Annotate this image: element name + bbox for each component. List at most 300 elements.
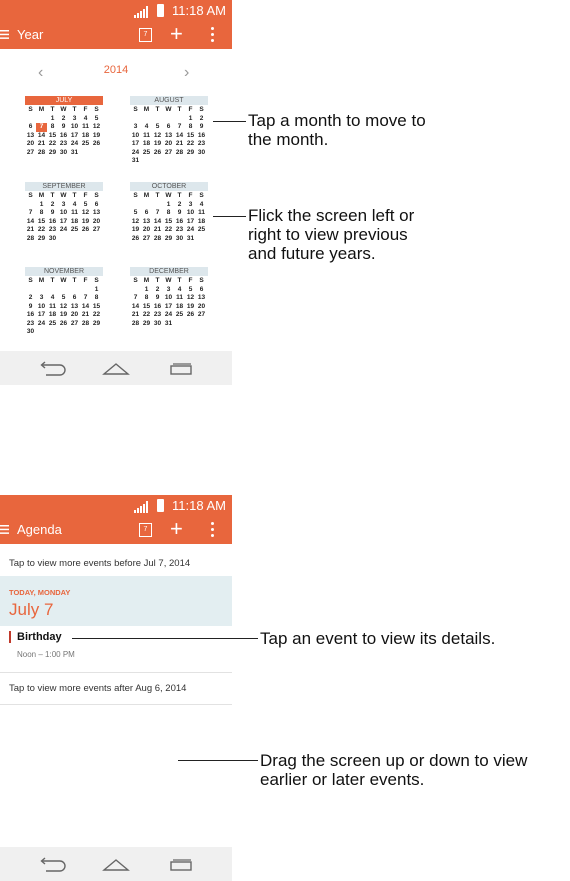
day: 2 xyxy=(199,114,204,122)
day: 14 xyxy=(26,217,35,225)
recent-apps-icon[interactable] xyxy=(167,855,195,873)
day: 20 xyxy=(70,311,79,318)
day: 13 xyxy=(197,294,206,301)
day: 3 xyxy=(61,200,66,208)
day: 19 xyxy=(59,311,68,318)
day: 21 xyxy=(131,311,140,318)
month-days-grid xyxy=(130,192,208,243)
day: 24 xyxy=(164,311,173,318)
day: 28 xyxy=(81,319,90,327)
load-earlier-text: Tap to view more events before Jul 7, 2014 xyxy=(9,558,191,569)
weekday-label: F xyxy=(83,192,88,199)
day: 25 xyxy=(197,226,206,233)
recent-apps-icon[interactable] xyxy=(167,359,195,377)
day: 28 xyxy=(131,319,140,327)
weekday-label: S xyxy=(133,277,138,284)
day: 23 xyxy=(26,319,35,327)
day: 8 xyxy=(188,123,193,130)
day: 20 xyxy=(164,140,173,147)
weekday-label: M xyxy=(143,192,150,199)
app-bar xyxy=(0,22,232,49)
system-nav-bar xyxy=(0,351,232,385)
weekday-label: T xyxy=(177,192,182,199)
year-view-screen xyxy=(0,0,232,385)
year-label: 2014 xyxy=(103,64,129,76)
day: 4 xyxy=(177,285,182,293)
day: 6 xyxy=(199,285,204,293)
day: 28 xyxy=(175,148,184,156)
battery-icon xyxy=(157,499,164,512)
view-title[interactable]: Agenda xyxy=(17,522,62,537)
day: 20 xyxy=(26,140,35,147)
day: 22 xyxy=(48,140,57,147)
empty-day xyxy=(25,286,36,295)
day: 1 xyxy=(94,285,99,293)
year-navigator xyxy=(0,60,232,84)
day: 24 xyxy=(186,226,195,233)
day: 16 xyxy=(153,302,162,310)
month-days-grid xyxy=(25,277,103,337)
day: 6 xyxy=(144,209,149,216)
day: 20 xyxy=(142,226,151,233)
day: 2 xyxy=(177,200,182,208)
day: 18 xyxy=(175,302,184,310)
day: 15 xyxy=(48,131,57,139)
day: 23 xyxy=(48,226,57,233)
day: 22 xyxy=(37,226,46,233)
day: 15 xyxy=(92,302,101,310)
day: 25 xyxy=(70,226,79,233)
weekday-label: S xyxy=(28,106,33,113)
day: 25 xyxy=(48,319,57,327)
day: 29 xyxy=(48,148,57,156)
day: 16 xyxy=(26,311,35,318)
day: 17 xyxy=(59,217,68,225)
empty-day xyxy=(36,115,47,124)
day: 13 xyxy=(92,209,101,216)
day-header xyxy=(0,576,232,626)
weekday-label: T xyxy=(50,192,55,199)
day: 22 xyxy=(186,140,195,147)
day: 17 xyxy=(70,131,79,139)
weekday-label: S xyxy=(199,192,204,199)
system-nav-bar xyxy=(0,847,232,881)
day: 18 xyxy=(81,131,90,139)
day: 27 xyxy=(164,148,173,156)
day: 22 xyxy=(164,226,173,233)
weekday-label: S xyxy=(133,192,138,199)
day: 3 xyxy=(133,123,138,130)
day: 29 xyxy=(37,234,46,242)
day: 30 xyxy=(26,328,35,335)
weekday-label: W xyxy=(165,277,172,284)
month-header: JULY xyxy=(25,96,103,105)
weekday-label: S xyxy=(133,106,138,113)
back-icon[interactable] xyxy=(38,359,66,377)
day: 16 xyxy=(59,131,68,139)
day: 23 xyxy=(153,311,162,318)
day: 15 xyxy=(142,302,151,310)
callout-drag: Drag the screen up or down to view earlier or later events. xyxy=(260,751,528,789)
empty-day xyxy=(152,201,163,210)
day: 21 xyxy=(37,140,46,147)
today-day: 7 xyxy=(36,123,47,132)
day: 26 xyxy=(59,319,68,327)
weekday-label: F xyxy=(188,106,193,113)
day: 27 xyxy=(197,311,206,318)
day: 12 xyxy=(186,294,195,301)
day: 1 xyxy=(39,200,44,208)
weekday-label: M xyxy=(38,192,45,199)
weekday-label: W xyxy=(60,192,67,199)
weekday-label: T xyxy=(155,106,160,113)
today-calendar-icon[interactable]: 7 xyxy=(139,523,152,537)
day: 10 xyxy=(37,302,46,310)
day: 12 xyxy=(92,123,101,130)
weekday-label: T xyxy=(72,277,77,284)
weekday-label: S xyxy=(94,106,99,113)
day: 24 xyxy=(37,319,46,327)
month-days-grid xyxy=(130,277,208,328)
day: 4 xyxy=(83,114,88,122)
day: 23 xyxy=(59,140,68,147)
day: 9 xyxy=(177,209,182,216)
hamburger-menu-icon[interactable] xyxy=(0,525,9,534)
day: 31 xyxy=(131,157,140,164)
weekday-label: T xyxy=(177,277,182,284)
day: 3 xyxy=(188,200,193,208)
day: 6 xyxy=(28,123,33,130)
weekday-label: W xyxy=(60,277,67,284)
weekday-label: F xyxy=(188,192,193,199)
day: 22 xyxy=(142,311,151,318)
day: 14 xyxy=(131,302,140,310)
day: 11 xyxy=(71,209,78,216)
today-calendar-icon[interactable]: 7 xyxy=(139,28,152,42)
day: 11 xyxy=(176,294,183,301)
day: 12 xyxy=(81,209,90,216)
day: 26 xyxy=(153,148,162,156)
day: 26 xyxy=(81,226,90,233)
day: 26 xyxy=(186,311,195,318)
day: 7 xyxy=(28,209,33,216)
day: 29 xyxy=(164,234,173,242)
callout-flick: Flick the screen left or right to view previous and future years. xyxy=(248,206,415,263)
day: 31 xyxy=(186,234,195,242)
status-bar xyxy=(0,495,232,517)
overflow-menu-icon[interactable] xyxy=(211,522,215,540)
day: 14 xyxy=(81,302,90,310)
day: 8 xyxy=(166,209,171,216)
add-event-button[interactable]: + xyxy=(170,516,183,541)
weekday-label: S xyxy=(94,277,99,284)
day: 3 xyxy=(72,114,77,122)
day: 24 xyxy=(131,148,140,156)
weekday-label: W xyxy=(165,192,172,199)
day: 29 xyxy=(92,319,101,327)
app-bar xyxy=(0,517,232,544)
overflow-menu-icon[interactable] xyxy=(211,27,215,45)
add-event-button[interactable]: + xyxy=(170,21,183,46)
day: 7 xyxy=(155,209,160,216)
day: 29 xyxy=(142,319,151,327)
agenda-view-screen xyxy=(0,495,232,881)
month-days-grid xyxy=(130,106,208,166)
month-september[interactable] xyxy=(25,182,103,243)
month-july[interactable] xyxy=(25,96,103,157)
day: 11 xyxy=(49,302,56,310)
weekday-label: T xyxy=(177,106,182,113)
month-header: DECEMBER xyxy=(130,267,208,276)
day: 5 xyxy=(133,209,138,216)
day: 12 xyxy=(131,217,140,225)
load-later-events[interactable] xyxy=(0,673,232,703)
event-time: Noon – 1:00 PM xyxy=(17,650,75,659)
day: 6 xyxy=(72,294,77,301)
day: 30 xyxy=(48,234,57,242)
day: 31 xyxy=(164,319,173,327)
empty-day xyxy=(47,286,58,295)
day: 30 xyxy=(175,234,184,242)
weekday-label: T xyxy=(50,106,55,113)
day: 21 xyxy=(26,226,35,233)
day: 8 xyxy=(94,294,99,301)
day: 31 xyxy=(70,148,79,156)
date-label: July 7 xyxy=(9,600,54,619)
day: 4 xyxy=(72,200,77,208)
day: 25 xyxy=(142,148,151,156)
empty-day xyxy=(130,286,141,295)
weekday-label: M xyxy=(38,106,45,113)
month-days-grid xyxy=(25,106,103,157)
event-color-bar xyxy=(9,631,11,643)
empty-day xyxy=(130,115,141,124)
day: 2 xyxy=(155,285,160,293)
day: 1 xyxy=(188,114,193,122)
day: 9 xyxy=(199,123,204,130)
day: 10 xyxy=(164,294,173,301)
day: 21 xyxy=(153,226,162,233)
divider xyxy=(0,704,232,705)
day: 10 xyxy=(59,209,68,216)
day: 20 xyxy=(197,302,206,310)
day: 12 xyxy=(153,131,162,139)
weekday-label: S xyxy=(28,277,33,284)
day: 13 xyxy=(70,302,79,310)
status-time: 11:18 AM xyxy=(172,498,226,513)
day: 19 xyxy=(131,226,140,233)
day: 19 xyxy=(186,302,195,310)
month-december[interactable] xyxy=(130,267,208,328)
day: 17 xyxy=(164,302,173,310)
day: 2 xyxy=(61,114,66,122)
day: 18 xyxy=(48,311,57,318)
day-label: TODAY, MONDAY xyxy=(9,588,71,597)
day: 2 xyxy=(28,294,33,301)
day: 7 xyxy=(83,294,88,301)
callout-tap-event: Tap an event to view its details. xyxy=(260,629,496,648)
day: 2 xyxy=(50,200,55,208)
day: 29 xyxy=(186,148,195,156)
weekday-label: T xyxy=(155,192,160,199)
day: 9 xyxy=(50,209,55,216)
day: 30 xyxy=(197,148,206,156)
day: 24 xyxy=(59,226,68,233)
weekday-label: F xyxy=(83,277,88,284)
day: 14 xyxy=(37,131,46,139)
month-header: NOVEMBER xyxy=(25,267,103,276)
day: 17 xyxy=(37,311,46,318)
weekday-label: T xyxy=(155,277,160,284)
day: 9 xyxy=(28,302,33,310)
status-bar xyxy=(0,0,232,22)
day: 8 xyxy=(144,294,149,301)
empty-day xyxy=(152,115,163,124)
empty-day xyxy=(141,201,152,210)
load-earlier-events[interactable] xyxy=(0,544,232,576)
event-item[interactable] xyxy=(0,626,232,672)
empty-day xyxy=(25,115,36,124)
day: 16 xyxy=(175,217,184,225)
day: 18 xyxy=(142,140,151,147)
empty-day xyxy=(130,201,141,210)
day: 5 xyxy=(83,200,88,208)
empty-day xyxy=(58,286,69,295)
view-title[interactable]: Year xyxy=(17,27,44,42)
day: 30 xyxy=(153,319,162,327)
weekday-label: W xyxy=(165,106,172,113)
day: 17 xyxy=(186,217,195,225)
day: 5 xyxy=(61,294,66,301)
day: 13 xyxy=(142,217,151,225)
day: 4 xyxy=(199,200,204,208)
day: 24 xyxy=(70,140,79,147)
day: 16 xyxy=(48,217,57,225)
day: 21 xyxy=(81,311,90,318)
day: 15 xyxy=(164,217,173,225)
empty-day xyxy=(141,115,152,124)
month-october[interactable] xyxy=(130,182,208,243)
day: 11 xyxy=(82,123,89,130)
weekday-label: S xyxy=(199,106,204,113)
callout-line-flick xyxy=(213,216,246,217)
weekday-label: M xyxy=(143,106,150,113)
day: 1 xyxy=(166,200,171,208)
day: 30 xyxy=(59,148,68,156)
weekday-label: T xyxy=(72,192,77,199)
day: 25 xyxy=(175,311,184,318)
chevron-right-icon[interactable]: › xyxy=(184,64,190,81)
empty-day xyxy=(80,286,91,295)
day: 1 xyxy=(50,114,55,122)
day: 5 xyxy=(188,285,193,293)
weekday-label: S xyxy=(94,192,99,199)
day: 23 xyxy=(197,140,206,147)
day: 23 xyxy=(175,226,184,233)
weekday-label: S xyxy=(199,277,204,284)
day: 14 xyxy=(153,217,162,225)
weekday-label: F xyxy=(83,106,88,113)
empty-day xyxy=(36,286,47,295)
home-icon[interactable] xyxy=(102,855,130,873)
day: 21 xyxy=(175,140,184,147)
back-icon[interactable] xyxy=(38,855,66,873)
callout-line-drag xyxy=(178,760,258,761)
day: 18 xyxy=(197,217,206,225)
day: 11 xyxy=(143,131,150,139)
callout-line-event xyxy=(72,638,258,639)
weekday-label: W xyxy=(60,106,67,113)
day: 4 xyxy=(144,123,149,130)
day: 22 xyxy=(92,311,101,318)
day: 1 xyxy=(144,285,149,293)
empty-day xyxy=(25,201,36,210)
weekday-label: M xyxy=(143,277,150,284)
day: 16 xyxy=(197,131,206,139)
hamburger-menu-icon[interactable] xyxy=(0,30,9,39)
signal-icon xyxy=(134,6,150,18)
day: 13 xyxy=(164,131,173,139)
day: 27 xyxy=(26,148,35,156)
day: 18 xyxy=(70,217,79,225)
day: 15 xyxy=(186,131,195,139)
day: 8 xyxy=(39,209,44,216)
home-icon[interactable] xyxy=(102,359,130,377)
battery-icon xyxy=(157,4,164,17)
day: 10 xyxy=(186,209,195,216)
day: 19 xyxy=(92,131,101,139)
day: 7 xyxy=(133,294,138,301)
day: 28 xyxy=(37,148,46,156)
month-days-grid xyxy=(25,192,103,243)
day: 9 xyxy=(61,123,66,130)
day: 14 xyxy=(175,131,184,139)
weekday-label: M xyxy=(38,277,45,284)
day: 28 xyxy=(26,234,35,242)
day: 5 xyxy=(94,114,99,122)
month-header: AUGUST xyxy=(130,96,208,105)
empty-day xyxy=(163,115,174,124)
day: 3 xyxy=(166,285,171,293)
month-header: OCTOBER xyxy=(130,182,208,191)
empty-day xyxy=(174,115,185,124)
day: 11 xyxy=(198,209,205,216)
weekday-label: F xyxy=(188,277,193,284)
day: 19 xyxy=(153,140,162,147)
chevron-left-icon[interactable]: ‹ xyxy=(38,64,44,81)
month-august[interactable] xyxy=(130,96,208,166)
month-november[interactable] xyxy=(25,267,103,337)
weekday-label: T xyxy=(72,106,77,113)
day: 4 xyxy=(50,294,55,301)
day: 15 xyxy=(37,217,46,225)
day: 6 xyxy=(94,200,99,208)
day: 17 xyxy=(131,140,140,147)
day: 10 xyxy=(131,131,140,139)
month-header: SEPTEMBER xyxy=(25,182,103,191)
day: 27 xyxy=(92,226,101,233)
day: 19 xyxy=(81,217,90,225)
day: 10 xyxy=(70,123,79,130)
day: 13 xyxy=(26,131,35,139)
day: 5 xyxy=(155,123,160,130)
callout-tap-month: Tap a month to move to the month. xyxy=(248,111,426,149)
day: 8 xyxy=(50,123,55,130)
day: 20 xyxy=(92,217,101,225)
day: 3 xyxy=(39,294,44,301)
signal-icon xyxy=(134,501,150,513)
day: 25 xyxy=(81,140,90,147)
